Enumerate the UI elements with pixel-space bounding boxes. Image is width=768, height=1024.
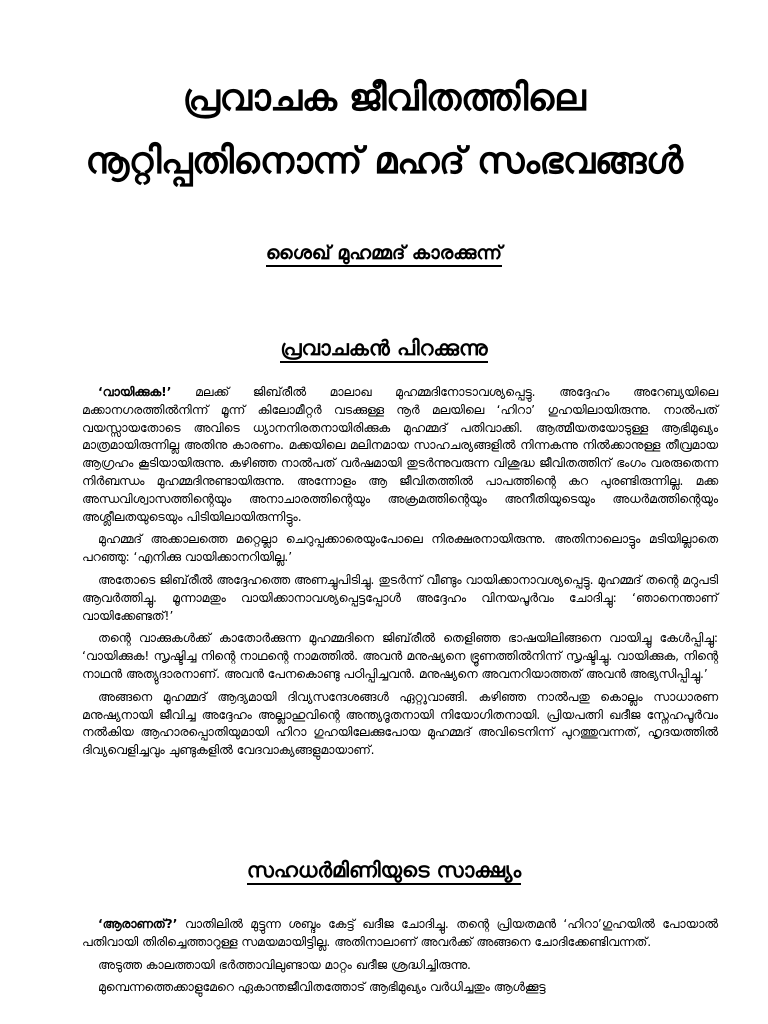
section-heading-1: [0, 332, 768, 364]
paragraph-text: അങ്ങനെ മുഹമ്മദ് ആദ്യമായി ദിവ്യസന്ദേശങ്ങൾ ഏറ്റുവാങ്ങി. കഴിഞ്ഞ നാൽപതു കൊല്ലം സാധാരണ മനുഷ്യനായി ജീവിച്ച അദ്ദേഹം അല്ലാഹുവിന്റെ അന്ത്യദൂതനായി നിയോഗിതനായി. പ്രിയപത്നി ഖദീജ സ്നേഹപൂർവം നൽകിയ ആഹാരപ്പൊതിയുമായി ഹിറാ ഗുഹയിലേക്കുപോയ മുഹമ്മദ് അവിടെനിന്ന് പുറത്തുവന്നത്, ഹൃദയത്തിൽ ദിവ്യവെളിച്ചവും ചുണ്ടുകളിൽ വേദവാക്യങ്ങളുമായാണ്.: [82, 689, 718, 758]
section-1-body: [82, 384, 718, 765]
paragraph-text: മുഹമ്മദ് അക്കാലത്തെ മറ്റെല്ലാ ചെറുപ്പക്കാരെയുംപോലെ നിരക്ഷരനായിരുന്നു. അതിനാലൊട്ടും മടിയില്ലാതെ പറഞ്ഞു: ‘എനിക്കു വായിക്കാനറിയില്ല.’: [82, 532, 718, 565]
paragraph: [82, 957, 718, 975]
section-heading-2: [0, 854, 768, 886]
paragraph: [82, 531, 718, 567]
paragraph: [82, 630, 718, 683]
paragraph: [82, 572, 718, 625]
paragraph-text: തന്റെ വാക്കുകൾക്ക് കാതോർക്കുന്ന മുഹമ്മദിനെ ജിബ്‌രീൽ തെളിഞ്ഞ ഭാഷയിലിങ്ങനെ വായിച്ചു കേൾപ്പിച്ചു: ‘വായിക്കുക! സൃഷ്ടിച്ച നിന്റെ നാഥന്റെ നാമത്തിൽ. അവൻ മനുഷ്യനെ ഭ്രൂണത്തിൽനിന്ന് സൃഷ്ടിച്ചു. വായിക്കുക, നിന്റെ നാഥൻ അത്യുദാരനാണ്. അവൻ പേനകൊണ്ടു പഠിപ്പിച്ചവൻ. മനുഷ്യനെ അവനറിയാത്തത് അവൻ അഭ്യസിപ്പിച്ചു.’: [82, 631, 718, 681]
paragraph: [82, 979, 718, 997]
section-heading-1-text: പ്രവാചകൻ പിറക്കുന്നു: [280, 336, 487, 363]
paragraph: [82, 689, 718, 760]
paragraph-text: മുമ്പെന്നത്തെക്കാളുമേറെ ഏകാന്തജീവിതത്തോട് ആഭിമുഖ്യം വർധിച്ചതും ആൾക്കൂട്ട: [98, 980, 546, 995]
paragraph-text: വാതിലിൽ മുട്ടുന്ന ശബ്ദം കേട്ട് ഖദീജ ചോദിച്ചു. തന്റെ പ്രിയതമൻ ‘ഹിറാ’ഗുഹയിൽ പോയാൽ പതിവായി തിരിച്ചെത്താറുള്ള സമയമായിട്ടില്ല. അതിനാലാണ് അവർക്ക് അങ്ങനെ ചോദിക്കേണ്ടിവന്നത്.: [82, 917, 718, 949]
paragraph: [82, 916, 718, 952]
section-2-body: [82, 916, 718, 1002]
section-heading-2-text: സഹധർമിണിയുടെ സാക്ഷ്യം: [247, 858, 521, 885]
paragraph-text: അടുത്ത കാലത്തായി ഭർത്താവിലുണ്ടായ മാറ്റം ഖദീജ ശ്രദ്ധിച്ചിരുന്നു.: [98, 957, 471, 972]
paragraph-lead: ‘ആരാണത്?’: [98, 917, 178, 931]
paragraph: [82, 384, 718, 526]
paragraph-lead: ‘വായിക്കുക!’: [98, 385, 172, 399]
paragraph-text: മലക്ക് ജിബ്‌രീൽ മാലാഖ മുഹമ്മദിനോടാവശ്യപ്പെട്ടു. അദ്ദേഹം അറേബ്യയിലെ മക്കാനഗരത്തിൽനിന്ന് മൂന്ന് കിലോമീറ്റർ വടക്കുള്ള നൂർ മലയിലെ ‘ഹിറാ’ ഗുഹയിലായിരുന്നു. നാൽപത് വയസ്സായതോടെ അവിടെ ധ്യാനനിരതനായിരിക്കുക മുഹമ്മദ് പതിവാക്കി. ആത്മീയതയോടുള്ള ആഭിമുഖ്യം മാത്രമായിരുന്നില്ല അതിനു കാരണം. മക്കയിലെ മലിനമായ സാഹചര്യങ്ങളിൽ നിന്നകന്നു നിൽക്കാനുള്ള തീവ്രമായ ആഗ്രഹം കൂടിയായിരുന്നു. കഴിഞ്ഞ നാൽപത് വർഷമായി തുടർന്നുവരുന്ന വിശുദ്ധ ജീവിതത്തിന് ഭംഗം വരരുതെന്ന നിർബന്ധം മുഹമ്മദിനുണ്ടായിരുന്നു. അന്നോളം ആ ജീവിതത്തിൽ പാപത്തിന്റെ കറ പുരണ്ടിരുന്നില്ല. മക്ക അന്ധവിശ്വാസത്തിന്റെയും അനാചാരത്തിന്റെയും അക്രമത്തിന്റെയും അനീതിയുടെയും അധർമത്തിന്റെയും അശ്ലീലതയുടെയും പിടിയിലായിരുന്നിട്ടും.: [82, 385, 718, 524]
author-byline: [0, 240, 768, 266]
paragraph-text: അതോടെ ജിബ്‌രീൽ അദ്ദേഹത്തെ അണച്ചുപിടിച്ചു. തുടർന്ന് വീണ്ടും വായിക്കാനാവശ്യപ്പെട്ടു. മുഹമ്മദ് തന്റെ മറുപടി ആവർത്തിച്ചു. മൂന്നാമതും വായിക്കാനാവശ്യപ്പെട്ടപ്പോൾ അദ്ദേഹം വിനയപൂർവം ചോദിച്ചു: ‘ഞാനെന്താണ് വായിക്കേണ്ടത്!’: [82, 572, 718, 623]
author-name: ശൈഖ് മുഹമ്മദ് കാരക്കുന്ന്: [266, 242, 502, 267]
book-title-line-2: നൂറ്റിപ്പതിനൊന്ന് മഹദ് സംഭവങ്ങൾ: [85, 139, 683, 182]
book-title-line-1: പ്രവാചക ജീവിതത്തിലെ: [182, 76, 586, 119]
